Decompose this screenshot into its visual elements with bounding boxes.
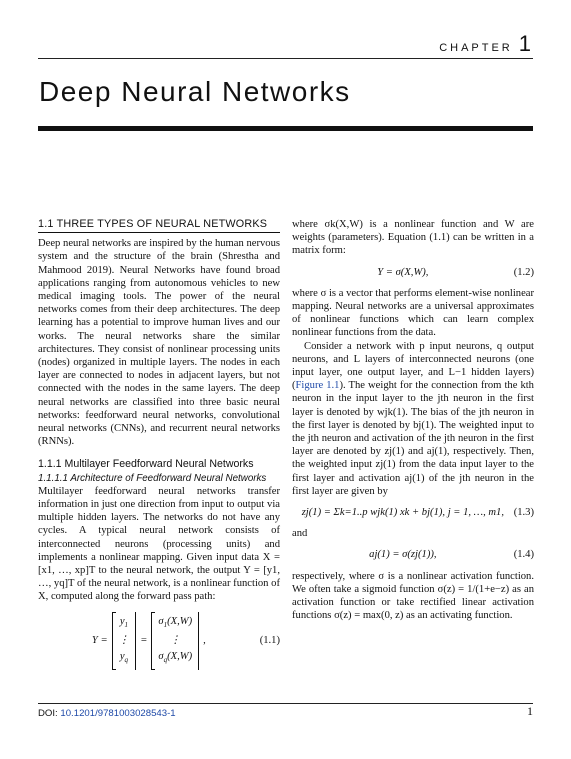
right-paragraph-3 — [292, 340, 534, 498]
title-rule — [38, 126, 533, 131]
equation-1-2 — [292, 266, 534, 279]
equation-1-2-body: Y = σ(X,W), — [377, 266, 429, 278]
subsubsection-heading: 1.1.1.1 Architecture of Feedforward Neural Networks — [38, 472, 267, 484]
section-paragraph-2: Multilayer feedforward neural networks transfer information in just one direction from input to output via multiple hidden layers. The networks do not have any cycles. A typical neural network consists of interconnected neurons (processing units) and implements a nonlinear mapping. Given input data X = [x1, …, xp]T to the neural network, the output Y = [y1, …, yq]T of the neural network, is a nonlinear function of X, computed along the forward pass path: — [38, 485, 280, 603]
page-number: 1 — [527, 704, 533, 718]
equation-1-3-number: (1.3) — [513, 507, 534, 519]
chapter-number: 1 — [518, 31, 531, 56]
equation-1-1 — [38, 612, 280, 670]
section-heading: 1.1 THREE TYPES OF NEURAL NETWORKS — [38, 218, 280, 233]
equation-1-1-number: (1.1) — [259, 635, 280, 647]
right-column — [292, 218, 534, 622]
doi-label: DOI: — [38, 708, 61, 719]
right-paragraph-3-start: Consider a network with p input neurons, q output neurons, and L layers of interconnected neurons (one input layer, one output layer, and L−1 hidden layers) ( — [292, 340, 534, 392]
equation-1-4-body: aj(1) = σ(zj(1)), — [369, 549, 437, 561]
doi-link[interactable]: 10.1201/9781003028543-1 — [60, 708, 176, 719]
equation-1-4 — [292, 548, 534, 561]
top-rule — [38, 58, 533, 59]
right-paragraph-4: respectively, where σ is a nonlinear activation function. We often take a sigmoid function σ(z) = 1/(1+e−z) as an activation function or take rectified linear activation functions σ(z) = max(0, z) as an activating function. — [292, 570, 534, 622]
right-paragraph-2: where σ is a vector that performs element-wise nonlinear mapping. Neural networks are a universal approximates of nonlinear functions which can learn complex nonlinear functions from the data. — [292, 287, 534, 339]
figure-1-1-link[interactable]: Figure 1.1 — [295, 380, 340, 392]
right-paragraph-3-end: ). The weight for the connection from the kth neuron in the input layer to the jth neuron in the first layer is denoted by wjk(1). The bias of the jth neuron in the first layer is denoted by bj(1). The weighted input to the jth neuron and activation of the jth neuron in the first layer are denoted by zj(1) and aj(1), respectively. Then, the weighted input zj(1) from the data input layer to the first layer and activation aj(1) of the jth neuron in the first layer are given by — [292, 380, 534, 497]
subsection-heading: 1.1.1 Multilayer Feedforward Neural Networks — [38, 458, 254, 471]
equation-1-2-number: (1.2) — [513, 266, 534, 278]
chapter-word: CHAPTER — [439, 42, 513, 54]
doi — [38, 708, 176, 719]
footer-rule — [38, 703, 533, 704]
equation-1-3 — [292, 506, 534, 519]
chapter-label — [439, 31, 531, 57]
equation-1-1-body: Y = $y_1$ ⋮ $y_q$ = $\sigma_1(X,W)$ ⋮ $\sigma_q(X,W)$ , — [38, 612, 260, 670]
equation-1-3-body: zj(1) = Σk=1..p wjk(1) xk + bj(1), j = 1, …, m1, — [301, 507, 504, 519]
and-text: and — [292, 528, 308, 540]
equation-1-4-number: (1.4) — [513, 549, 534, 561]
chapter-title: Deep Neural Networks — [39, 76, 351, 107]
section-paragraph-1: Deep neural networks are inspired by the human nervous system and the structure of the brain (Shrestha and Mahmood 2019). Neural Networks have found broad applications ranging from autonomous vehicles to new medical imaging tools. The power of the neural networks comes from their deep architectures. The deep learning has a potential to improve human lives and our works. The neural networks share the similar architectures. They consist of nonlinear processing units (nodes) organized in multiple layers. The nodes in each layer are connected to nodes in adjacent layers, but not connected with the nodes in the same layers. The deep neural networks are classified into three basic neural networks: feedforward neural networks, convolutional neural networks (CNNs), and recurrent neural networks (RNNs). — [38, 238, 280, 448]
right-paragraph-1: where σk(X,W) is a nonlinear function and W are weights (parameters). Equation (1.1) can be written in a matrix form: — [292, 219, 534, 257]
left-column — [38, 218, 280, 678]
